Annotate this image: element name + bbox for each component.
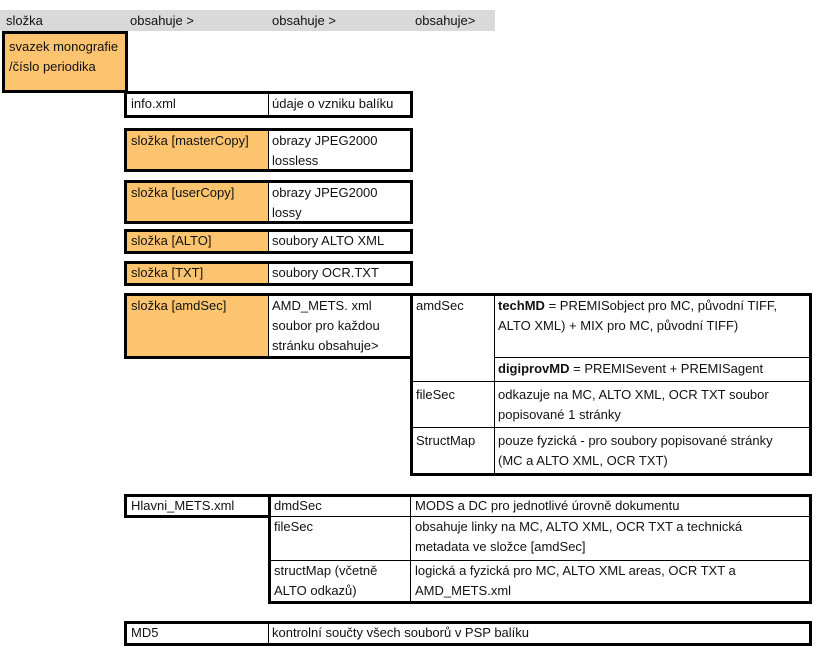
digiprovmd-desc <box>494 356 767 382</box>
amdsec-desc <box>268 293 384 359</box>
mastercopy-name: složka [masterCopy] <box>131 133 249 148</box>
header-col-slozka: složka <box>6 13 43 28</box>
info-name: info.xml <box>131 96 176 111</box>
digiprovmd-rest: = PREMISevent + PREMISagent <box>569 361 764 376</box>
amdsec-desc-line1: AMD_METS. xml <box>272 298 372 313</box>
techmd-desc <box>494 293 781 339</box>
amdsec-right-border <box>809 293 812 476</box>
amdsec-filesec-line1: odkazuje na MC, ALTO XML, OCR TXT soubor <box>498 387 769 402</box>
hlavni-dmdsec-label: dmdSec <box>274 498 322 513</box>
usercopy-desc-line2: lossy <box>272 205 302 220</box>
root-folder-line1: svazek monografie <box>9 39 119 54</box>
hlavni-filesec-line1: obsahuje linky na MC, ALTO XML, OCR TXT a technická <box>415 519 743 534</box>
header-col-obsahuje-2: obsahuje > <box>272 13 336 28</box>
techmd-bold: techMD <box>498 298 545 313</box>
amdsec-desc-line2: soubor pro každou <box>272 318 380 333</box>
hlavni-dmdsec-desc: MODS a DC pro jednotlivé úrovně dokumentu <box>415 498 680 513</box>
amdsec-structmap-line1: pouze fyzická - pro soubory popisované stránky <box>498 433 773 448</box>
hlavni-right-border <box>809 494 812 604</box>
amdsec-filesec-desc <box>494 382 773 428</box>
usercopy-name: složka [userCopy] <box>131 185 235 200</box>
hlavni-structmap-label <box>270 560 381 604</box>
root-folder-line2: /číslo periodika <box>9 59 96 74</box>
alto-name: složka [ALTO] <box>131 233 212 248</box>
techmd-line2: ALTO XML) + MIX pro MC, původní TIFF) <box>498 318 739 333</box>
root-folder-box <box>2 31 128 93</box>
hlavni-structmap-desc-line1: logická a fyzická pro MC, ALTO XML areas, OCR TXT a <box>415 563 736 578</box>
mastercopy-desc-line2: lossless <box>272 153 319 168</box>
hlavni-structmap-desc-line2: AMD_METS.xml <box>415 583 512 598</box>
digiprovmd-bold: digiprovMD <box>498 361 570 376</box>
alto-desc: soubory ALTO XML <box>272 233 385 248</box>
hlavni-structmap-desc <box>411 560 740 604</box>
header-col-obsahuje-1: obsahuje > <box>130 13 194 28</box>
amdsec-structmap-line2: (MC a ALTO XML, OCR TXT) <box>498 453 668 468</box>
hlavni-structmap-line1: structMap (včetně <box>274 563 378 578</box>
hlavni-filesec-label: fileSec <box>274 519 314 534</box>
techmd-line1 <box>498 296 777 316</box>
amdsec-name: složka [amdSec] <box>131 298 227 313</box>
hlavni-filesec-desc <box>411 516 746 560</box>
amdsec-desc-line3: stránku obsahuje> <box>272 338 379 353</box>
usercopy-desc <box>268 180 382 226</box>
amdsec-sub-label: amdSec <box>416 298 464 313</box>
amdsec-filesec-label: fileSec <box>416 387 456 402</box>
md5-name: MD5 <box>131 625 159 640</box>
techmd-line1-rest: = PREMISobject pro MC, původní TIFF, <box>544 298 777 313</box>
hlavni-name: Hlavni_METS.xml <box>131 498 235 513</box>
mastercopy-desc <box>268 128 382 174</box>
amdsec-structmap-label: StructMap <box>416 433 476 448</box>
header-col-obsahuje-3: obsahuje> <box>415 13 476 28</box>
txt-name: složka [TXT] <box>131 265 204 280</box>
txt-desc: soubory OCR.TXT <box>272 265 379 280</box>
amdsec-filesec-line2: popisované 1 stránky <box>498 407 621 422</box>
usercopy-desc-line1: obrazy JPEG2000 <box>272 185 378 200</box>
hlavni-structmap-line2: ALTO odkazů) <box>274 583 357 598</box>
info-desc: údaje o vzniku balíku <box>272 96 394 111</box>
mastercopy-desc-line1: obrazy JPEG2000 <box>272 133 378 148</box>
md5-desc: kontrolní součty všech souborů v PSP balíku <box>272 625 530 640</box>
hlavni-filesec-line2: metadata ve složce [amdSec] <box>415 539 586 554</box>
amdsec-structmap-desc <box>494 428 777 474</box>
